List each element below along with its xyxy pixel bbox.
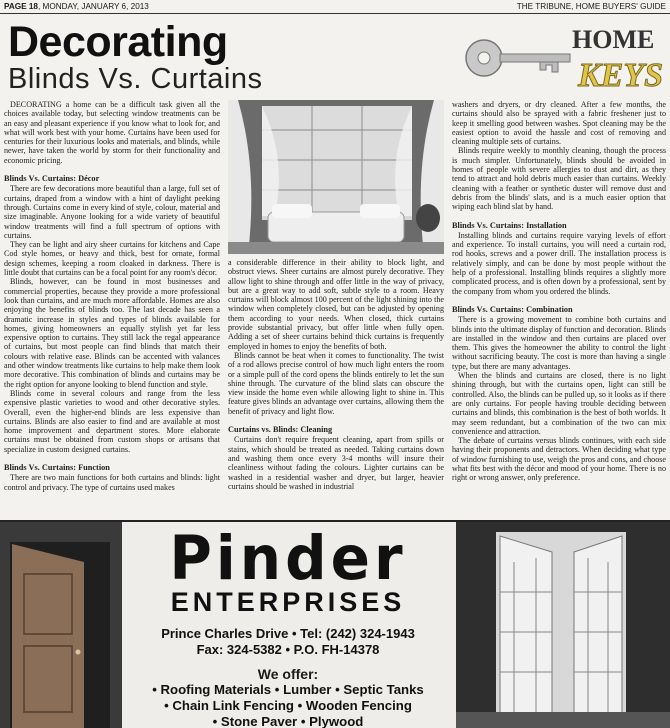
- ad-address: Prince Charles Drive • Tel: (242) 324-1943: [161, 626, 415, 641]
- badge-keys-text: KEYS: [578, 57, 664, 94]
- badge-home-text: HOME: [572, 25, 655, 54]
- header-date: , MONDAY, JANUARY 6, 2013: [37, 2, 149, 11]
- paragraph: Blinds require weekly to monthly cleaning, though the process is much simpler. Unfortunately, blinds should be avoided in homes of people with severe allergies to dust and dirt, as they tend to attract and hold debris much easier than curtains. Weekly cleaning with a feather or synthetic duster will remove dust and debris from the blinds' slats, and is a much easier option that wiping each blind slat by hand.: [452, 146, 666, 212]
- page-number: PAGE 18: [4, 2, 38, 11]
- paragraph: There are few decorations more beautiful than a large, full set of curtains, draped from a window with a hint of daylight peeking through. Curtains come in every kind of style, colour, material and size imaginable. Anyone looking for a wide variety of beautiful window treatments will find a full spectrum of options with curtains.: [4, 184, 220, 240]
- paragraph: There is a growing movement to combine both curtains and blinds into the ultimate display of function and decoration. Blinds are installed in the window and then curtains are placed over them. This gives the homeowner the ability to control the light without sacrificing beauty. The cost is more than having a single type, but there are many advantages.: [452, 315, 666, 371]
- ad-brand-subtitle: ENTERPRISES: [170, 587, 406, 617]
- section-heading-function: Blinds Vs. Curtains: Function: [4, 462, 110, 472]
- header-left: [4, 2, 149, 11]
- pinder-advertisement: [0, 520, 670, 728]
- paragraph: a considerable difference in their ability to block light, and obstruct views. Sheer curtains are almost purely decorative. They allow light to shine through and offer little in the way of privacy, but are a great way to add soft, subtle style to a room. Heavy curtains will block almost 100 percent of the light shining into the window when completely closed, but can be adjusted by opening them according to your needs. When closed, thick curtains provide substantial privacy, but offer little when fully open. Adding a set of sheer curtains behind thick curtains is frequently employed in homes to enjoy the benefits of both.: [228, 258, 444, 351]
- article-column-2: [228, 258, 444, 491]
- living-room-photo: [228, 100, 444, 254]
- home-keys-badge: [460, 18, 665, 98]
- paragraph: There are two main functions for both curtains and blinds: light control and privacy. The type of curtains used makes: [4, 473, 220, 492]
- paragraph: The debate of curtains versus blinds continues, with each side having their proponents and detractors. When deciding what type of window furnishing to use, weigh the pros and cons, and choose what fits best with the décor and mood of your home. There is no right or wrong answer, only preference.: [452, 436, 666, 483]
- article-title-block: [8, 20, 448, 94]
- ad-service-line: • Roofing Materials • Lumber • Septic Tanks: [152, 682, 424, 697]
- ad-service-line: • Chain Link Fencing • Wooden Fencing: [164, 698, 412, 713]
- ad-fax: Fax: 324-5382 • P.O. FH-14378: [196, 642, 380, 657]
- article-column-3: [452, 100, 666, 483]
- article-column-1: [4, 100, 220, 492]
- ad-service-line: • Stone Paver • Plywood: [212, 714, 364, 728]
- section-heading-decor: Blinds Vs. Curtains: Décor: [4, 174, 100, 184]
- paragraph: Blinds cannot be beat when it comes to functionality. The twist of a rod allows precise control of how much light enters the room or a simple pull of the cord opens the blinds entirely to let the sun shine through. The curvature of the blind slats can obscure the view inside the home even while allowing light to shine in. This feature gives blinds an advantage over curtains, allowing them the benefit of privacy and light flow.: [228, 350, 444, 416]
- article-title: Decorating: [8, 18, 228, 66]
- section-heading-installation: Blinds Vs. Curtains: Installation: [452, 220, 567, 230]
- page-header: [0, 0, 670, 14]
- paragraph: washers and dryers, or dry cleaned. After a few months, the curtains should also be sprayed with a fabric freshener just to keep it smelling good between washes. Spot cleaning may be the easiest option to avoid the hassle and cost of removing and cleaning multiple sets of curtains.: [452, 100, 666, 147]
- publication-name: THE TRIBUNE, HOME BUYERS' GUIDE: [516, 2, 666, 11]
- article-subtitle: Blinds Vs. Curtains: [8, 63, 263, 95]
- paragraph: Installing blinds and curtains require varying levels of effort and experience. To install curtains, you will need a curtain rod, rod hooks, screws and a power drill. The installation process is relatively simply, and can be done by most people without the help of a professional. Installing blinds requires a slightly more complicated process, and is often down by a professional, sent by the company from whom you ordered the blinds.: [452, 230, 666, 296]
- paragraph: When the blinds and curtains are closed, there is no light shining through, but with the curtains open, light can still be controlled. Also, the blinds can be pulled up, so it looks as if there are only curtains. For people having trouble deciding between curtains and blinds, this combination is the best of both worlds. It may seem redundant, but a combination of the two can mix convenience and attraction.: [452, 371, 666, 436]
- french-window-photo: [456, 522, 670, 728]
- ad-brand: Pinder: [169, 522, 407, 594]
- paragraph: Curtains don't require frequent cleaning, apart from spills or stains, which should be treated as needed. Taking curtains down and washing them once every 3-4 months will insure their cleanliness without fading the colours. Lighter curtains can be washed in a residential washer and dryer, but larger, heavier curtains should be washed in industrial: [228, 435, 444, 491]
- paragraph: Blinds, however, can be found in most businesses and commercial properties, because they provide a more professional look than curtains, and are much more affordable. Homes are also enjoying the benefits of blinds too. The last decade has seen a dramatic increase in styles and types of blinds available for homes, giving homeowners an equally stylish yet far less expensive option to curtains. They still lack the regal appearance of curtains, but most people can find blinds that match their colours with relative ease. Blinds can be accented with valances and other window treatments like curtains to help make them look more decorative. This combination of blinds and curtains may be the right option for anyone looking to blend function and style.: [4, 277, 220, 389]
- section-heading-combination: Blinds Vs. Curtains: Combination: [452, 304, 573, 314]
- ad-text-block: [122, 522, 454, 728]
- section-heading-cleaning: Curtains vs. Blinds: Cleaning: [228, 425, 333, 435]
- intro-paragraph: DECORATING a home can be a difficult task given all the choices available today, but selecting window treatments can be an easy and pleasant experience if you know what to look for, and what will work best with your home. Curtains have been used for centuries for their luxurious looks and materials, and blinds, while newer, have taken the world by storm for their functionality and economic pricing.: [4, 100, 220, 165]
- paragraph: They can be light and airy sheer curtains for kitchens and Cape Cod style homes, or heavy and thick, best for ornate, formal design schemes, keeping a room cloaked in darkness. There is little doubt that curtains can be a focal point for any room's décor.: [4, 240, 220, 278]
- paragraph: Blinds come in several colours and range from the less expensive plastic varieties to wood and other decorative styles. Overall, even the higher-end blinds are less expensive than curtains. Blinds are also easier to find and are available at most home improvement and department stores. More elaborate curtains must be obtained from custom shops or artisans that specialize in custom designed curtains.: [4, 388, 220, 454]
- ad-offer-label: We offer:: [257, 666, 319, 682]
- door-photo: [0, 522, 122, 728]
